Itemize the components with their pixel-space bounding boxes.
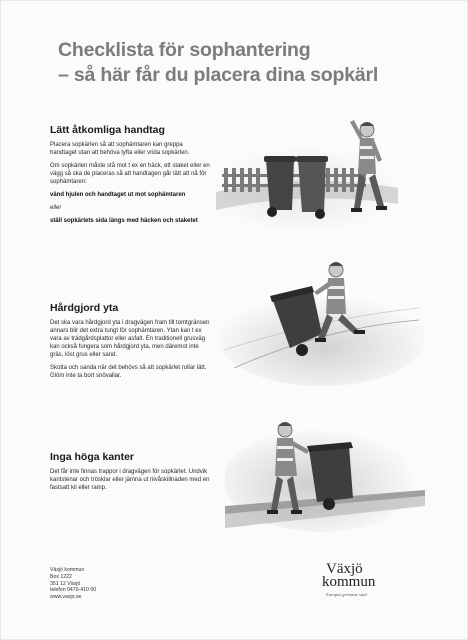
- section-no-high-edges: [50, 451, 210, 497]
- page-title: [58, 38, 418, 88]
- section-paragraph: Det får inte finnas trappor i dragvägen för sopkärlet. Undvik kantstenar och trösklar eller jämna ut nivåskillnaden med en fastsatt kil eller ramp.: [50, 469, 210, 491]
- option-or: eller: [50, 205, 62, 211]
- title-line-1: Checklista för sophantering: [58, 39, 311, 61]
- illustration-pulling-bin: [214, 258, 424, 388]
- section-heading: Inga höga kanter: [50, 451, 135, 463]
- title-line-2: – så här får du placera dina sopkärl: [58, 64, 379, 86]
- footer-line: Växjö kommun: [50, 567, 85, 573]
- section-hard-surface: [50, 302, 210, 385]
- footer-line: www.vaxjo.se: [50, 594, 82, 601]
- contact-footer: [50, 567, 170, 601]
- vaxjo-kommun-logo: [320, 562, 400, 612]
- section-paragraph: Placera sopkärlen så att sophämtaren kan greppa handtaget utan att behöva lyfta eller vrida sopkärlen.: [50, 142, 190, 156]
- footer-line: telefon 0470-410 00: [50, 587, 97, 594]
- footer-line: Box 1222: [50, 573, 72, 580]
- illustration-bins-by-fence: [214, 112, 400, 236]
- section-accessible-handles: [50, 124, 210, 230]
- section-paragraph: Skotta och sanda när det behövs så att sopkärlet rullar lätt. Glöm inte ta bort snövallar.: [50, 365, 207, 379]
- footer-line: 351 12 Växjö: [50, 580, 81, 587]
- section-heading: Hårdgjord yta: [50, 302, 119, 314]
- section-paragraph: Det ska vara hårdgjord yta i dragvägen fram till tomtgränsen annars blir det extra tungt för sophämtaren. Ytan kan t ex vara av trädgårdsplattor eller asfalt. En traditionell grusväg kan också fungera som hårdgjord yta, men däremot inte gräs, löst grus eller sand.: [50, 320, 210, 358]
- option-one: vänd hjulen och handtaget ut mot sophämtaren: [50, 192, 186, 198]
- logo-word-2: kommun: [322, 574, 376, 590]
- logo-tagline: Europas grönaste stad: [326, 592, 367, 597]
- option-two: ställ sopkärlets sida längs med häcken och staketet: [50, 218, 198, 224]
- section-paragraph: Om sopkärlen måste stå mot t ex en häck, ett staket eller en vägg så ska de placeras så att handtagen går lätt att nå för sophämtaren:: [50, 163, 210, 185]
- logo-word-1: Växjö: [326, 561, 363, 577]
- section-heading: Lätt åtkomliga handtag: [50, 124, 165, 136]
- illustration-curb: [225, 410, 425, 535]
